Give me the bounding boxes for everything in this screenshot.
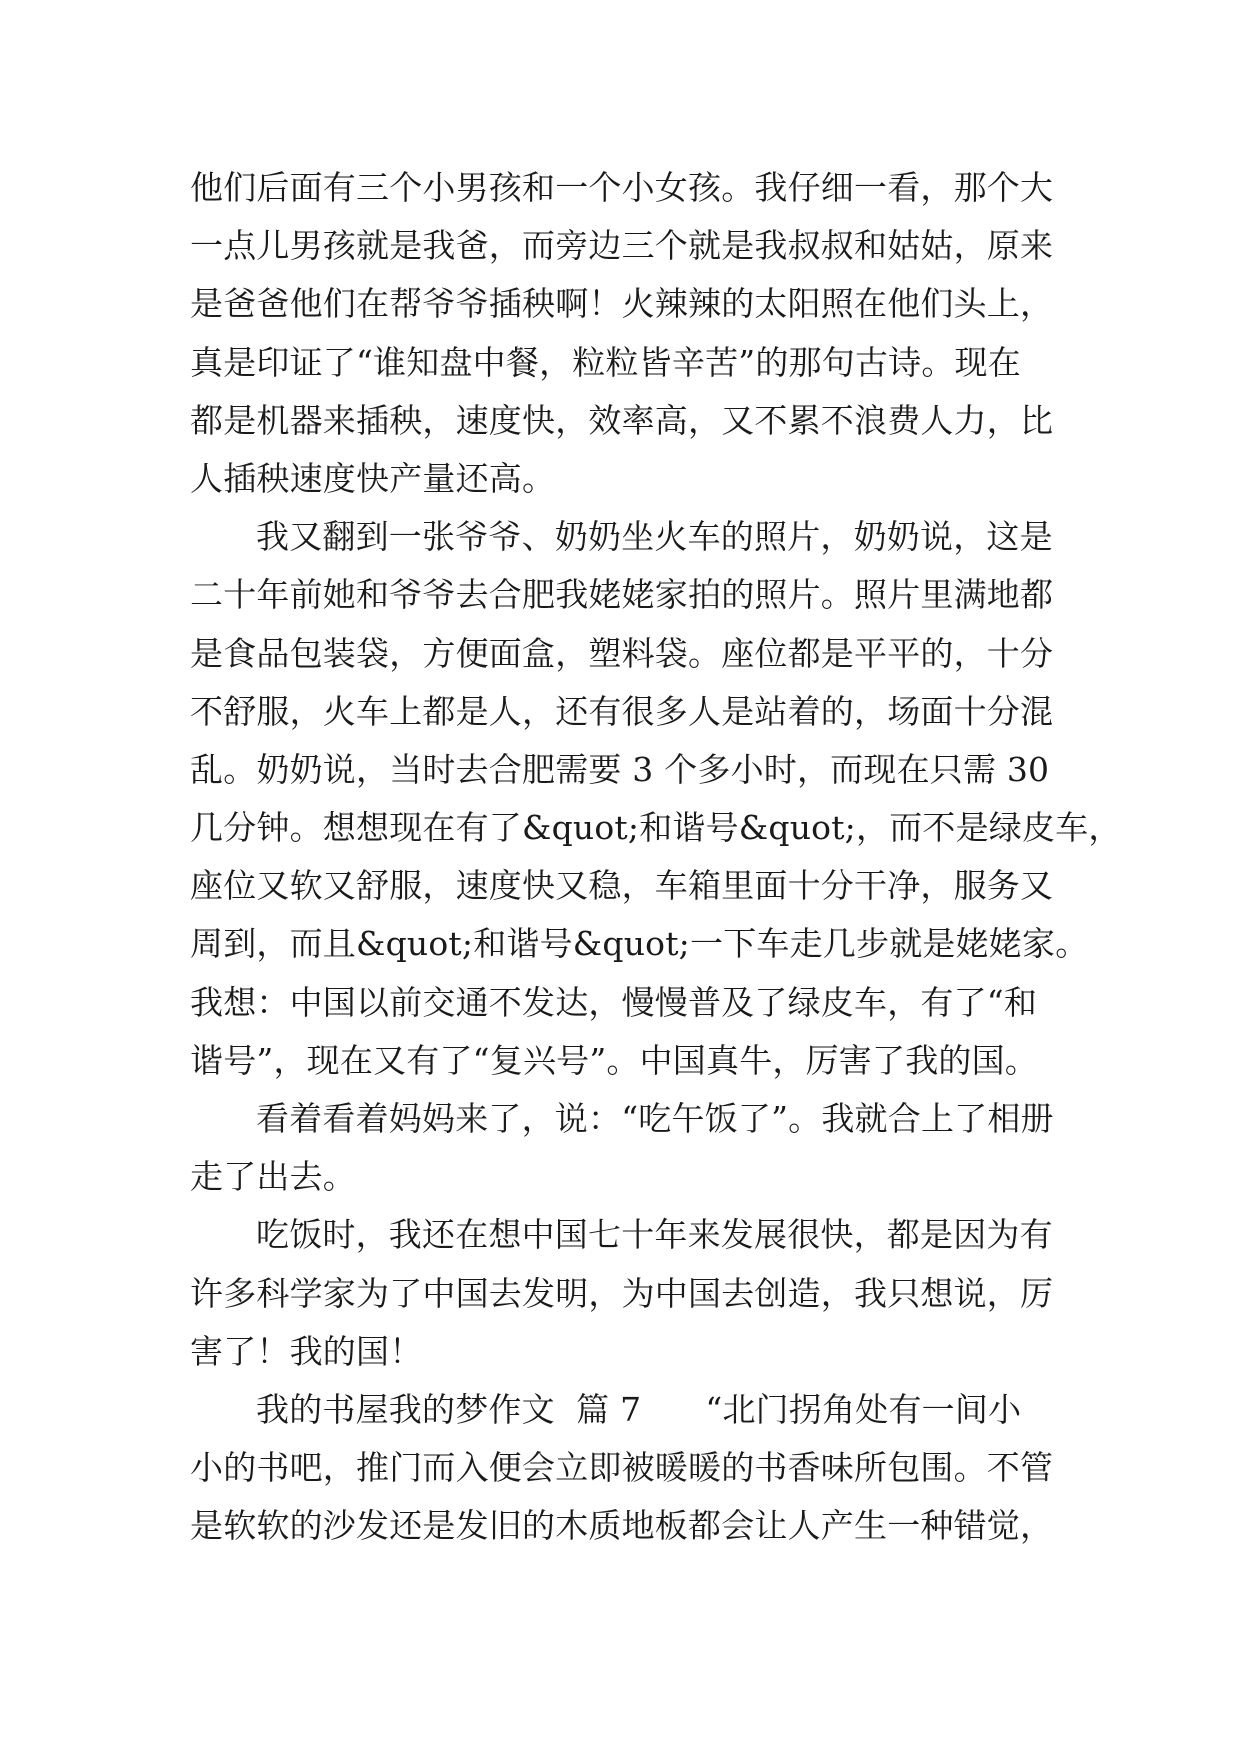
text-line: 走了出去。 xyxy=(190,1157,356,1197)
text-line: 许多科学家为了中国去发明，为中国去创造，我只想说，厉 xyxy=(190,1273,1054,1313)
text-line: 是爸爸他们在帮爷爷插秧啊！火辣辣的太阳照在他们头上， xyxy=(190,284,1054,324)
text-line: 一点儿男孩就是我爸，而旁边三个就是我叔叔和姑姑，原来 xyxy=(190,226,1054,266)
text-line: 座位又软又舒服，速度快又稳，车箱里面十分干净，服务又 xyxy=(190,866,1054,906)
document-body xyxy=(190,159,1122,1556)
paragraph xyxy=(190,1206,1070,1381)
text-line: 几分钟。想想现在有了&quot;和谐号&quot;，而不是绿皮车， xyxy=(190,808,1122,848)
paragraph xyxy=(190,508,1122,1090)
text-line: 我又翻到一张爷爷、奶奶坐火车的照片，奶奶说，这是 xyxy=(256,517,1053,557)
text-line: 看着看着妈妈来了，说：“吃午饭了”。我就合上了相册 xyxy=(256,1099,1054,1138)
text-line: 小的书吧，推门而入便会立即被暖暖的书香味所包围。不管 xyxy=(190,1448,1054,1488)
text-line: 是软软的沙发还是发旧的木质地板都会让人产生一种错觉， xyxy=(190,1506,1054,1546)
text-line: 乱。奶奶说，当时去合肥需要 3 个多小时，而现在只需 30 xyxy=(190,749,1050,789)
text-line: 人插秧速度快产量还高。 xyxy=(190,458,556,498)
paragraph xyxy=(190,1090,1070,1206)
text-line: 吃饭时，我还在想中国七十年来发展很快，都是因为有 xyxy=(256,1215,1053,1255)
paragraph xyxy=(190,1381,1070,1556)
text-line: 我的书屋我的梦作文 篇 7 “北门拐角处有一间小 xyxy=(256,1389,1022,1429)
paragraph xyxy=(190,159,1070,508)
text-line: 谐号”，现在又有了“复兴号”。中国真牛，厉害了我的国。 xyxy=(190,1040,1039,1080)
text-line: 真是印证了“谁知盘中餐，粒粒皆辛苦”的那句古诗。现在 xyxy=(190,342,1021,382)
text-line: 不舒服，火车上都是人，还有很多人是站着的，场面十分混 xyxy=(190,691,1054,731)
text-line: 我想：中国以前交通不发达，慢慢普及了绿皮车，有了“和 xyxy=(190,982,1038,1022)
text-line: 二十年前她和爷爷去合肥我姥姥家拍的照片。照片里满地都 xyxy=(190,575,1054,615)
text-line: 是食品包装袋，方便面盒，塑料袋。座位都是平平的，十分 xyxy=(190,633,1054,673)
text-line: 他们后面有三个小男孩和一个小女孩。我仔细一看，那个大 xyxy=(190,168,1054,207)
text-line: 都是机器来插秧，速度快，效率高，又不累不浪费人力，比 xyxy=(190,400,1054,440)
text-line: 害了！我的国！ xyxy=(190,1331,423,1371)
text-line: 周到，而且&quot;和谐号&quot;一下车走几步就是姥姥家。 xyxy=(190,924,1089,964)
